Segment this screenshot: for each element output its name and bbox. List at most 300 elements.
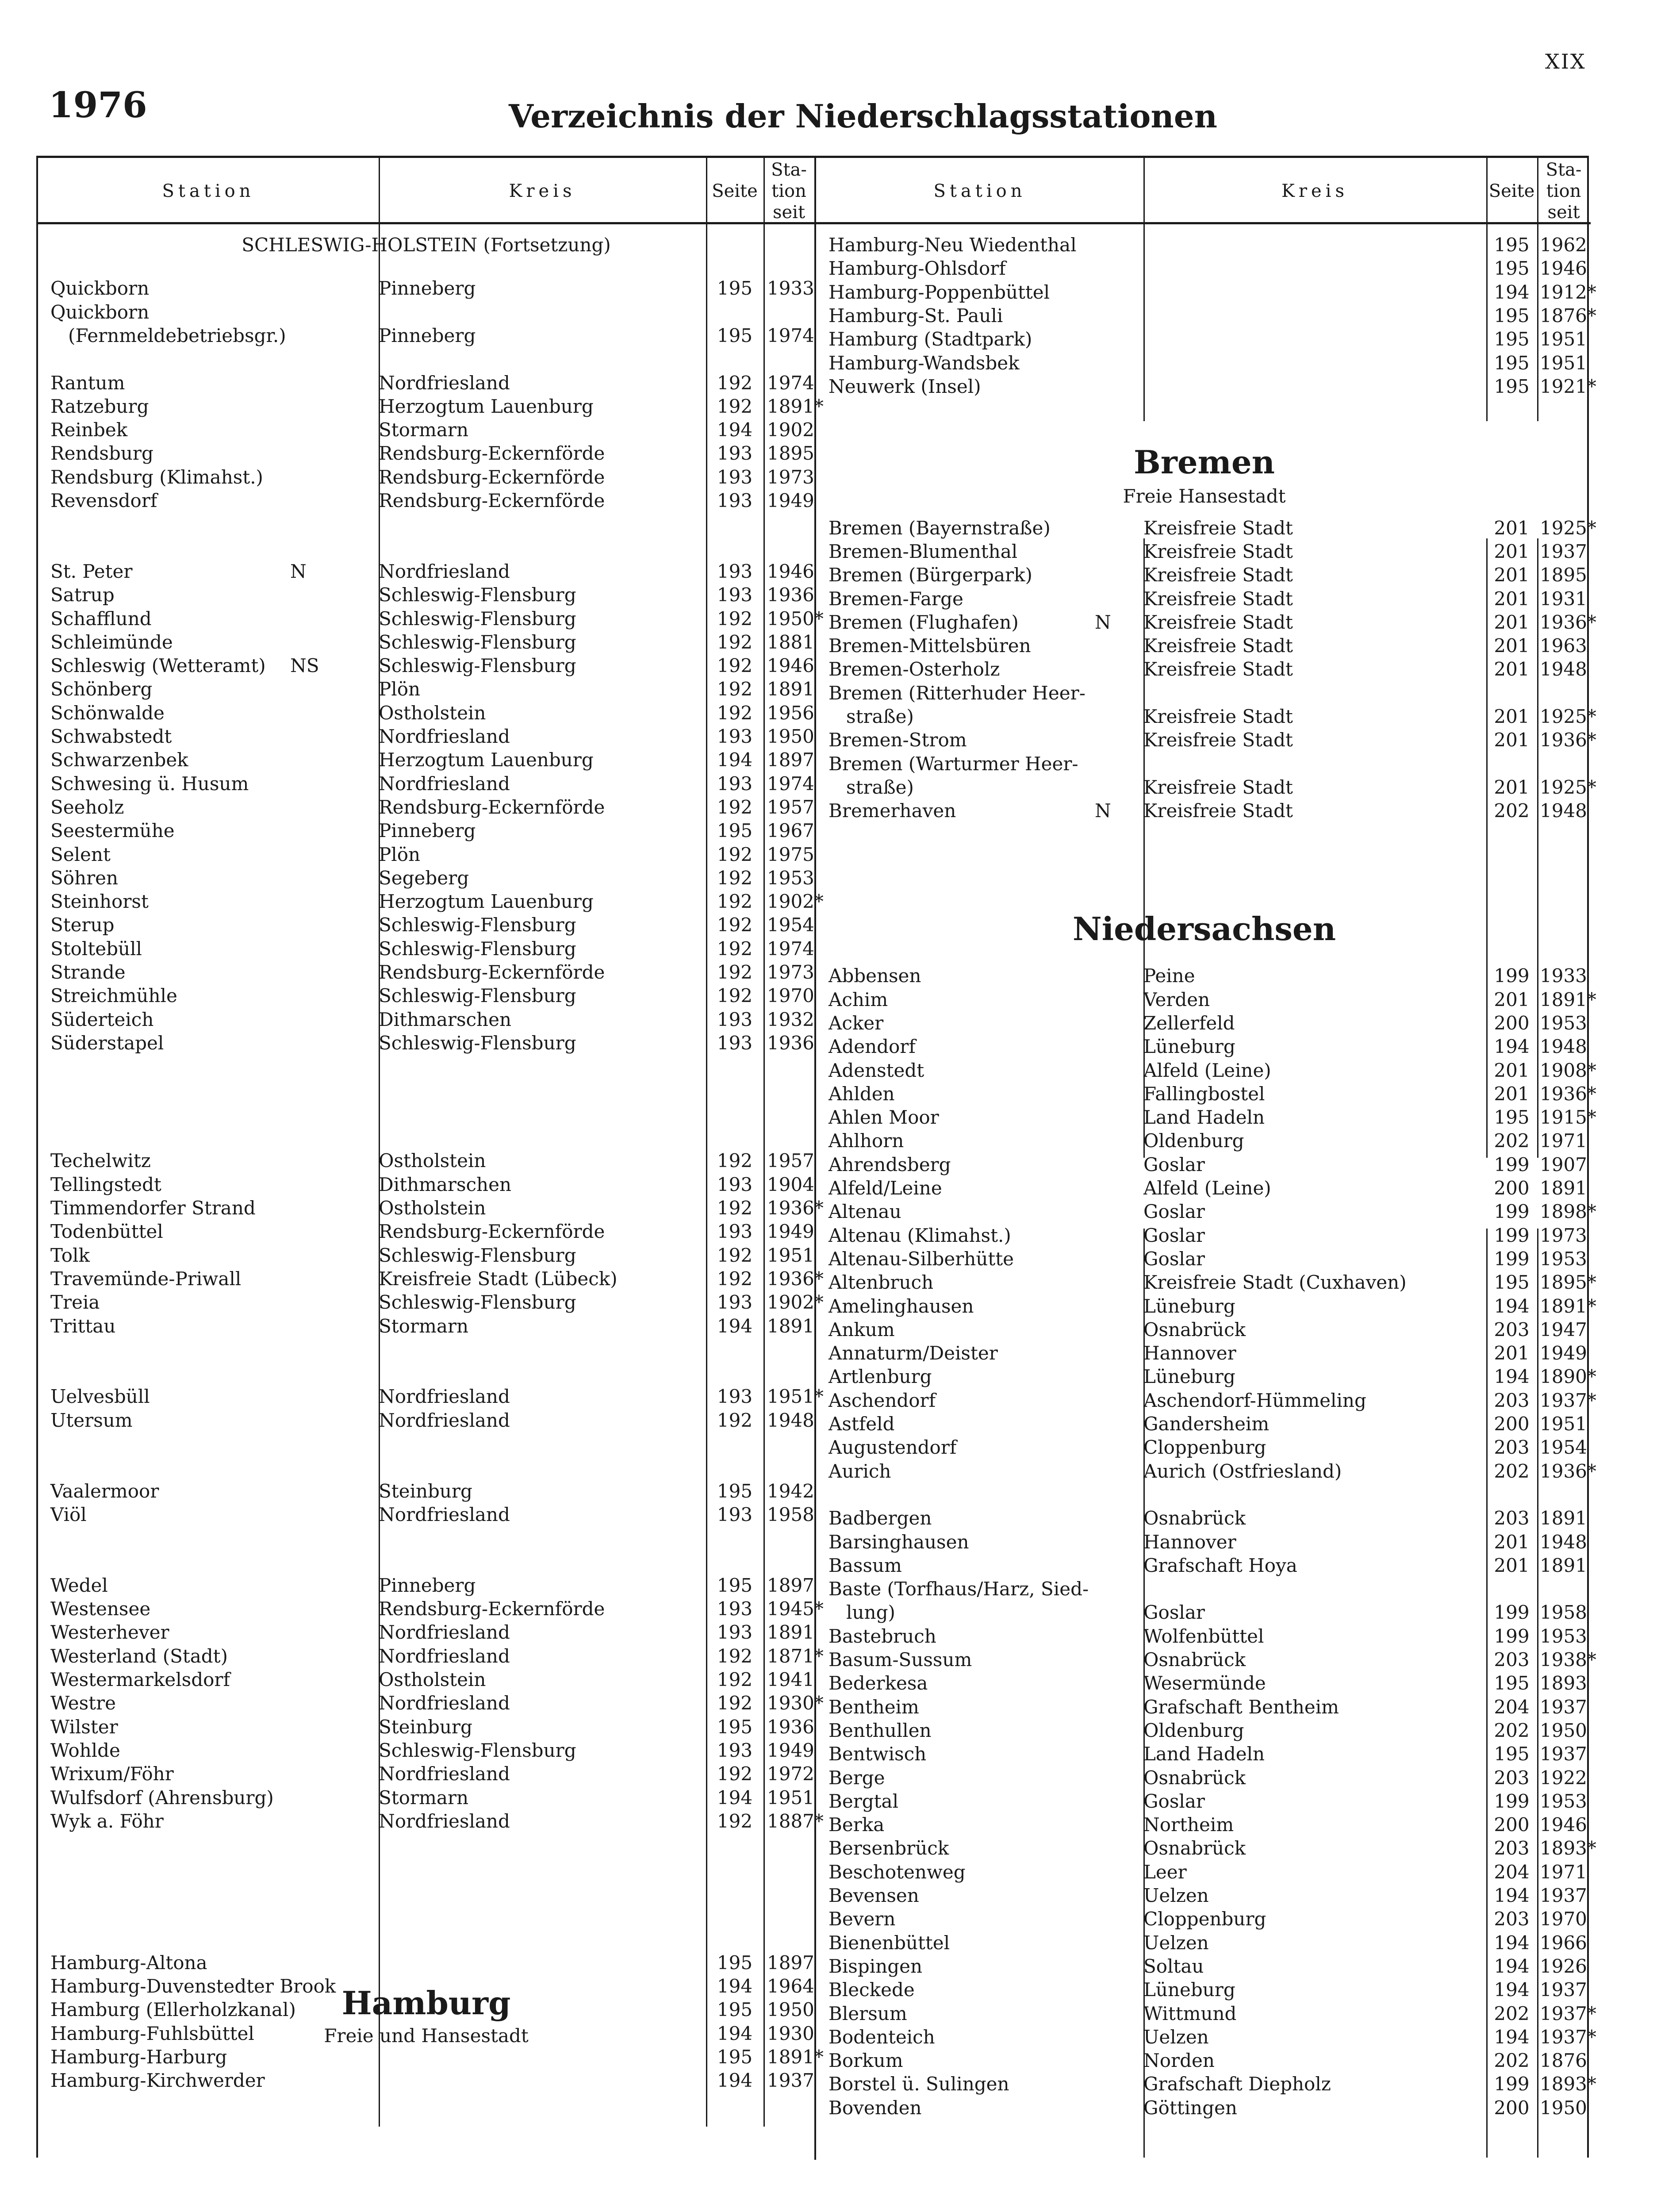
station-name: Altenau [828,1201,901,1223]
seite-number: 194 [1494,1979,1530,2001]
seite-number: 201 [1494,564,1530,586]
station-since: 1964 [767,1975,814,1997]
seite-number: 193 [717,772,753,795]
kreis-name: Kreisfreie Stadt [1143,588,1293,610]
table-row [38,1290,824,1314]
seite-number: 192 [717,678,753,700]
station-name: Ahlden [828,1083,895,1105]
station-since: 1937 [767,2070,814,2092]
station-name: Bispingen [828,1955,923,1977]
station-since: 1902 [767,419,814,441]
state-hamburg-sub: Freie und Hansestadt [324,2025,529,2047]
table-row [816,1153,1591,1177]
seite-number: 199 [1494,1224,1530,1246]
seite-number: 201 [1494,706,1530,727]
station-name: Bevensen [828,1885,919,1906]
seite-number: 201 [1494,540,1530,562]
station-since: 1967 [767,820,814,842]
kreis-name: Osnabrück [1143,1649,1246,1671]
station-since: 1970 [1540,1908,1587,1930]
table-row [816,2025,1596,2049]
kreis-name: Schleswig-Flensburg [379,985,576,1007]
table-row [816,375,1596,399]
station-since: 1947 [1540,1318,1587,1340]
station-since: 1971 [1540,1130,1587,1152]
table-row [816,1318,1591,1342]
station-since: 1954 [1540,1436,1587,1459]
kreis-name: Dithmarschen [379,1008,512,1030]
station-name: Tellingstedt [50,1173,161,1195]
seite-number: 192 [717,961,753,983]
table-row [38,1149,814,1173]
table-row [38,795,814,819]
station-name: Hamburg (Ellerholzkanal) [50,1999,296,2021]
station-name: Hamburg-Poppenbüttel [828,281,1050,303]
table-row [816,540,1591,564]
kreis-name: Ostholstein [379,1150,486,1172]
station-flag: N [290,560,307,582]
kreis-name: Schleswig-Flensburg [379,607,576,630]
station-since: 1925* [1540,517,1596,539]
station-name: Bentwisch [828,1743,927,1765]
station-name: Bremen (Bürgerpark) [828,564,1032,586]
kreis-name: Wolfenbüttel [1143,1625,1264,1647]
kreis-name: Aschendorf-Hümmeling [1143,1389,1366,1411]
kreis-name: Schleswig-Flensburg [379,1291,576,1313]
table-row [816,1106,1596,1129]
station-since: 1895 [1540,564,1587,586]
station-name: Treia [50,1291,100,1313]
station-name: Travemünde-Priwall [50,1267,242,1290]
station-since: 1951 [767,1786,814,1809]
table-row [38,300,814,324]
table-row [38,1621,814,1644]
station-since: 1937 [1540,1696,1587,1718]
station-name: Westensee [50,1598,151,1620]
seite-number: 195 [1494,352,1530,374]
seite-number: 194 [1494,1366,1530,1388]
station-since: 1946 [767,560,814,582]
station-since: 1891 [1540,1554,1587,1576]
kreis-name: Kreisfreie Stadt [1143,564,1293,586]
seite-number: 203 [1494,1908,1530,1930]
seite-number: 195 [1494,1271,1530,1294]
table-row [816,2002,1596,2026]
seite-number: 203 [1494,1649,1530,1671]
table-row [816,1907,1591,1931]
table-row [816,327,1591,351]
kreis-name: Land Hadeln [1143,1743,1265,1765]
station-name: Badbergen [828,1507,932,1529]
seite-number: 192 [717,1810,753,1832]
table-row [816,611,1596,634]
table-row [816,1459,1596,1483]
station-name: Westre [50,1692,116,1714]
table-row [816,1978,1591,2002]
station-since: 1904 [767,1173,814,1195]
seite-number: 195 [1494,1743,1530,1765]
table-header [816,158,1591,224]
station-name: Hamburg-Kirchwerder [50,2070,265,2092]
kreis-name: Peine [1143,965,1195,987]
seite-number: 193 [717,1173,753,1195]
seite-number: 201 [1494,517,1530,539]
table-row [38,1008,814,1032]
seite-number: 192 [717,607,753,630]
station-since: 1897 [767,1574,814,1596]
station-name: Westerhever [50,1621,169,1644]
seite-number: 202 [1494,2050,1530,2072]
table-row [816,705,1596,729]
seite-number: 195 [717,1999,753,2021]
seite-number: 194 [717,1315,753,1337]
table-row [38,1998,814,2022]
table-row [38,1220,814,1244]
station-name: Augustendorf [828,1436,957,1459]
kreis-name: Kreisfreie Stadt [1143,611,1293,633]
kreis-name: Goslar [1143,1201,1205,1223]
table-header [38,158,814,224]
kreis-name: Pinneberg [379,324,476,346]
station-since: 1954 [767,914,814,936]
station-since: 1891 [1540,1507,1587,1529]
station-since: 1937* [1540,2026,1596,2048]
station-name: Hamburg-Wandsbek [828,352,1020,374]
table-row [816,1294,1596,1318]
station-since: 1937* [1540,1389,1596,1411]
station-since: 1951 [1540,1413,1587,1435]
station-name: Todenbüttel [50,1221,163,1243]
kreis-name: Northeim [1143,1814,1234,1836]
header-seit-line-2: tion [1546,181,1581,201]
station-name: Hamburg-St. Pauli [828,304,1003,326]
seite-number: 194 [717,419,753,441]
kreis-name: Wittmund [1143,2002,1237,2024]
seite-number: 194 [1494,1932,1530,1954]
kreis-name: Hannover [1143,1531,1236,1553]
table-row [816,1341,1591,1365]
table-row [816,1671,1591,1695]
station-name: Adendorf [828,1036,916,1058]
table-row [816,964,1591,988]
station-since: 1951* [767,1386,824,1408]
seite-number: 201 [1494,1083,1530,1105]
table-row [816,233,1591,257]
seite-number: 193 [717,1291,753,1313]
kreis-name: Oldenburg [1143,1719,1244,1741]
kreis-name: Schleswig-Flensburg [379,584,576,606]
station-since: 1895 [767,442,814,465]
station-name: Borstel ü. Sulingen [828,2073,1009,2095]
station-name: Blersum [828,2002,907,2024]
seite-number: 193 [717,490,753,511]
kreis-name: Dithmarschen [379,1173,512,1195]
station-since: 1950 [767,726,814,747]
station-name: Basum-Sussum [828,1649,972,1671]
table-row [38,418,814,442]
station-name: Altenau-Silberhütte [828,1248,1014,1270]
seite-number: 193 [717,1598,753,1620]
station-name: Baste (Torfhaus/Harz, Sied- [828,1578,1089,1600]
station-name: Wyk a. Föhr [50,1810,164,1832]
kreis-name: Grafschaft Bentheim [1143,1696,1339,1718]
seite-number: 195 [717,324,753,346]
kreis-name: Rendsburg-Eckernförde [379,961,605,983]
station-since: 1956 [767,702,814,724]
kreis-name: Nordfriesland [379,1810,510,1832]
table-row [816,1200,1596,1224]
station-name: Ankum [828,1318,895,1340]
station-since: 1963 [1540,635,1587,657]
table-row [38,748,814,772]
table-row [816,988,1596,1012]
station-name: Hamburg-Duvenstedter Brook [50,1975,336,1997]
table-row [38,371,814,395]
kreis-name: Kreisfreie Stadt [1143,706,1293,727]
station-name: Vaalermoor [50,1480,159,1502]
station-name: Wilster [50,1716,118,1738]
seite-number: 192 [717,1409,753,1431]
station-name: Rendsburg [50,442,153,465]
table-row [38,1809,824,1833]
station-since: 1949 [1540,1342,1587,1364]
station-name: Bovenden [828,2097,922,2119]
station-name: Rantum [50,372,125,394]
station-since: 1921* [1540,375,1596,397]
station-since: 1891 [767,678,814,700]
station-since: 1953 [767,867,814,889]
header-seite: Seite [712,181,758,201]
station-since: 1930* [767,1692,824,1714]
seite-number: 193 [717,1621,753,1644]
station-since: 1938* [1540,1649,1596,1671]
seite-number: 201 [1494,988,1530,1010]
station-name: Beschotenweg [828,1861,966,1883]
station-name: Bleckede [828,1979,915,2001]
seite-number: 202 [1494,1460,1530,1482]
right-column [814,158,1596,2160]
seite-number: 193 [717,466,753,488]
kreis-name: Rendsburg-Eckernförde [379,466,605,488]
table-row [38,489,814,513]
seite-number: 193 [717,1221,753,1243]
table-row [816,634,1591,658]
table-row [816,1389,1596,1413]
station-name: Techelwitz [50,1150,151,1172]
seite-number: 192 [717,1267,753,1290]
kreis-name: Herzogtum Lauenburg [379,395,594,417]
table-row [38,1385,824,1409]
table-row [38,677,814,701]
seite-number: 201 [1494,1531,1530,1553]
seite-number: 192 [717,395,753,417]
station-since: 1974 [767,772,814,795]
table-row [816,2096,1591,2120]
year: 1976 [49,84,147,126]
station-since: 1891* [767,395,824,417]
station-since: 1936* [767,1197,824,1219]
table-row [816,1365,1596,1389]
kreis-name: Schleswig-Flensburg [379,1739,576,1761]
table-row [816,681,1591,705]
table-row [816,1790,1591,1813]
station-since: 1895* [1540,1271,1596,1294]
seite-number: 194 [717,2070,753,2092]
station-since: 1951 [767,1244,814,1266]
table-row [816,1742,1591,1766]
table-row [38,1715,814,1739]
kreis-name: Stormarn [379,1786,469,1809]
table-row [38,772,814,796]
kreis-name: Soltau [1143,1955,1204,1977]
station-since: 1898* [1540,1201,1596,1223]
page-title: Verzeichnis der Niederschlagsstationen [509,97,1217,135]
seite-number: 199 [1494,1790,1530,1812]
station-name: Bremen-Farge [828,588,963,610]
station-name: Stoltebüll [50,937,142,960]
station-name: Steinhorst [50,891,149,913]
table-row [38,1644,824,1668]
station-name: Amelinghausen [828,1295,974,1317]
station-since: 1946 [767,655,814,677]
station-name: Bergtal [828,1790,899,1812]
station-name: Viöl [50,1503,87,1525]
table-row [38,395,824,419]
seite-number: 192 [717,796,753,818]
kreis-name: Schleswig-Flensburg [379,1244,576,1266]
station-table [36,156,1596,2158]
station-name: Ahlen Moor [828,1106,939,1129]
seite-number: 199 [1494,1153,1530,1175]
table-row [38,1974,814,1998]
station-flag: N [1095,611,1111,633]
station-name: Bremerhaven [828,800,956,822]
table-row [38,1597,824,1621]
station-name: Ratzeburg [50,395,149,417]
table-row [38,1031,814,1055]
station-since: 1975 [767,843,814,865]
seite-number: 195 [1494,234,1530,256]
table-row [38,1479,814,1503]
station-name: Altenbruch [828,1271,934,1294]
table-row [38,1762,814,1786]
kreis-name: Leer [1143,1861,1187,1883]
page-number: XIX [1545,50,1586,73]
station-name: Quickborn [50,301,150,323]
station-name: Berge [828,1767,885,1789]
header-station: Station [162,181,255,201]
seite-number: 195 [717,1951,753,1974]
station-since: 1936* [767,1267,824,1290]
station-name: Revensdorf [50,490,157,511]
kreis-name: Lüneburg [1143,1366,1235,1388]
seite-number: 192 [717,891,753,913]
table-row [816,1601,1591,1624]
station-name: Bastebruch [828,1625,936,1647]
seite-number: 195 [1494,375,1530,397]
kreis-name: Osnabrück [1143,1837,1246,1859]
header-station: Station [933,181,1026,201]
seite-number: 201 [1494,729,1530,751]
kreis-name: Goslar [1143,1601,1205,1624]
header-kreis: Kreis [509,181,576,201]
station-name: Schafflund [50,607,152,630]
kreis-name: Segeberg [379,867,469,889]
kreis-name: Lüneburg [1143,1036,1235,1058]
left-rows [38,224,824,2160]
station-name: Selent [50,843,111,865]
kreis-name: Uelzen [1143,1885,1209,1906]
table-row [38,560,814,584]
table-row [816,1766,1591,1790]
station-since: 1946 [1540,1814,1587,1836]
station-since: 1941 [767,1669,814,1690]
seite-number: 201 [1494,1554,1530,1576]
station-name: Achim [828,988,888,1010]
station-since: 1937* [1540,2002,1596,2024]
station-name: Berka [828,1814,885,1836]
seite-number: 193 [717,1032,753,1054]
kreis-name: Schleswig-Flensburg [379,914,576,936]
table-row [38,2022,814,2046]
seite-number: 200 [1494,2097,1530,2119]
station-since: 1950* [767,607,824,630]
table-row [38,2069,814,2093]
station-since: 1930 [767,2022,814,2044]
station-name: Schleswig (Wetteramt) [50,655,266,677]
kreis-name: Ostholstein [379,702,486,724]
kreis-name: Uelzen [1143,1932,1209,1954]
seite-number: 193 [717,1386,753,1408]
station-since: 1902* [767,891,824,913]
station-since: 1962 [1540,234,1587,256]
kreis-name: Grafschaft Hoya [1143,1554,1297,1576]
kreis-name: Nordfriesland [379,372,510,394]
station-since: 1897 [767,1951,814,1974]
station-since: 1937 [1540,1979,1587,2001]
station-since: 1907 [1540,1153,1587,1175]
station-name: Satrup [50,584,115,606]
station-since: 1936 [767,584,814,606]
seite-number: 194 [717,1786,753,1809]
table-row [38,607,824,631]
header-station-seit [1537,158,1590,224]
header-kreis: Kreis [1281,181,1348,201]
seite-number: 192 [717,937,753,960]
seite-number: 192 [717,1669,753,1690]
station-since: 1953 [1540,1790,1587,1812]
table-row [816,563,1591,587]
table-row [816,1247,1591,1271]
kreis-name: Nordfriesland [379,1386,510,1408]
seite-number: 192 [717,1197,753,1219]
station-name: Rendsburg (Klimahst.) [50,466,263,488]
station-since: 1957 [767,1150,814,1172]
kreis-name: Plön [379,678,421,700]
station-name: Bremen-Mittelsbüren [828,635,1031,657]
table-row [816,752,1591,776]
station-since: 1972 [767,1763,814,1785]
seite-number: 201 [1494,1059,1530,1081]
table-row [38,276,814,300]
table-row [816,1059,1596,1083]
station-name: Wrixum/Föhr [50,1763,174,1785]
kreis-name: Herzogtum Lauenburg [379,891,594,913]
seite-number: 195 [1494,304,1530,326]
table-row [38,1314,814,1338]
table-row [816,1836,1596,1860]
header-seit-line-2: tion [771,181,806,201]
